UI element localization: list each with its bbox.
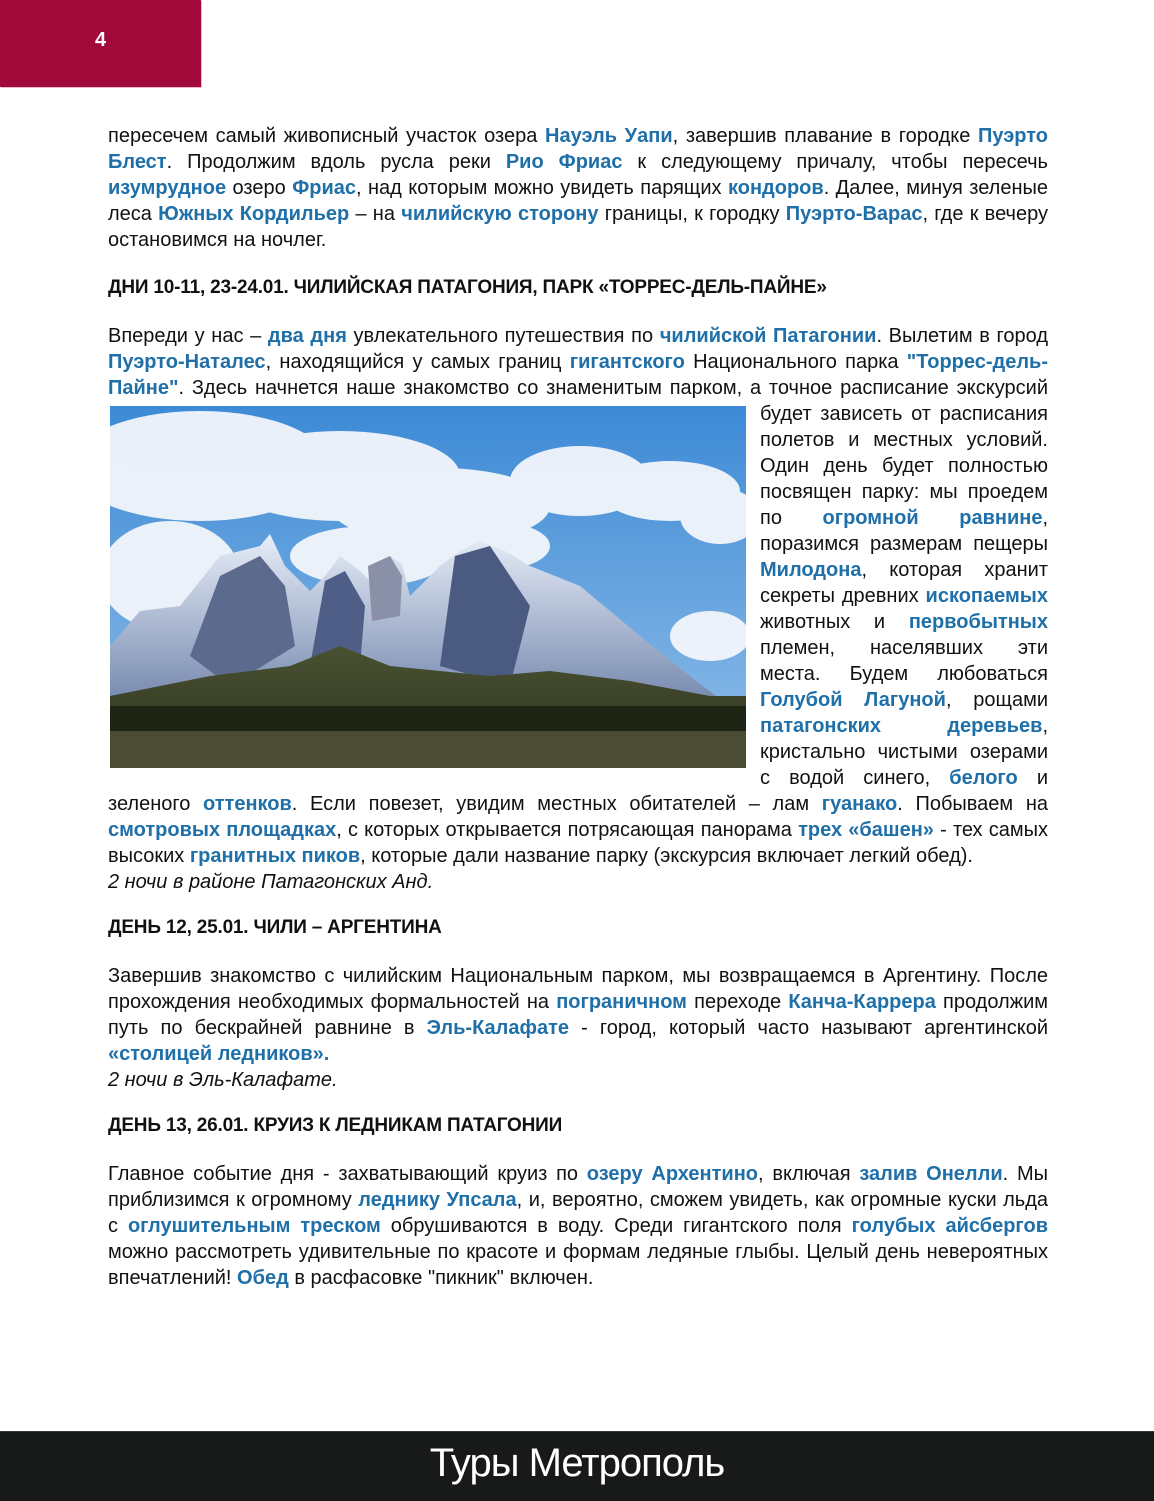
highlighted-term: первобытных [908, 611, 1048, 633]
highlighted-term: «столицей ледников». [108, 1043, 330, 1065]
text-run: можно рассмотреть удивительные по красоте и формам ледяные глыбы. Целый день невероятных впечатлений! [108, 1241, 1048, 1289]
highlighted-term: Голубой Лагуной [760, 689, 946, 711]
day-section [108, 915, 1048, 1093]
day-description [108, 323, 1048, 869]
highlighted-term: гранитных пиков [189, 845, 361, 867]
text-run: Главное событие дня - захватывающий круиз по [108, 1163, 587, 1185]
text-run: и зеленого [108, 767, 1048, 815]
text-run: . Продолжим вдоль русла реки [166, 151, 506, 173]
highlighted-term: оттенков [203, 793, 292, 815]
day-heading: ДЕНЬ 13, 26.01. КРУИЗ К ЛЕДНИКАМ ПАТАГОНИИ [108, 1115, 563, 1136]
day-heading: ДЕНЬ 12, 25.01. ЧИЛИ – АРГЕНТИНА [108, 917, 442, 938]
highlighted-term: Фриас [292, 177, 357, 199]
highlighted-term: залив Онелли [859, 1163, 1003, 1185]
highlighted-term: Науэль Уапи [545, 125, 673, 147]
day-description [108, 963, 1048, 1067]
text-run: животных и [760, 611, 909, 633]
text-run: границы, к городку [598, 203, 786, 225]
highlighted-term: гуанако [821, 793, 898, 815]
text-run: продолжим путь по бескрайней равнине в [108, 991, 1048, 1039]
accommodation-note: 2 ночи в районе Патагонских Анд. [108, 871, 434, 893]
highlighted-term: Обед [237, 1267, 289, 1289]
text-run: озеро [226, 177, 293, 199]
text-run: - тех самых высоких [108, 819, 1048, 867]
text-run: , включая [758, 1163, 860, 1185]
text-run: - город, который часто называют аргентинской [569, 1017, 1048, 1039]
highlighted-term: Рио Фриас [505, 151, 623, 173]
highlighted-term: озеру Архентино [586, 1163, 759, 1185]
highlighted-term: Пуэрто-Наталес [108, 351, 266, 373]
highlighted-term: гигантского [569, 351, 685, 373]
page-number: 4 [94, 29, 107, 51]
day-description [108, 1161, 1048, 1291]
highlighted-term: оглушительным треском [127, 1215, 381, 1237]
text-run: . Здесь начнется наше знакомство со знаменитым парком, а точное расписание экскурсий будет зависеть от расписания [178, 377, 1048, 425]
text-run: , находящийся у самых границ [265, 351, 570, 373]
torres-del-paine-image-icon [110, 406, 746, 768]
text-run: , рощами [945, 689, 1049, 711]
day-sections [108, 275, 1048, 1291]
day-heading: ДНИ 10-11, 23-24.01. ЧИЛИЙСКАЯ ПАТАГОНИЯ, ПАРК «ТОРРЕС-ДЕЛЬ-ПАЙНЕ» [108, 277, 827, 298]
highlighted-term: кондоров [728, 177, 824, 199]
text-run: увлекательного путешествия по [346, 325, 660, 347]
highlighted-term: Пуэрто-Варас [785, 203, 923, 225]
text-run: . Побываем на [897, 793, 1048, 815]
text-run: – на [349, 203, 402, 225]
highlighted-term: изумрудное [108, 177, 227, 199]
text-run: . Мы приблизимся к огромному [108, 1163, 1048, 1211]
footer-brand: Туры Метрополь [429, 1441, 725, 1485]
text-run: к следующему причалу, чтобы пересечь [622, 151, 1048, 173]
highlighted-term: два дня [267, 325, 347, 347]
highlighted-term: леднику Упсала [358, 1189, 517, 1211]
text-run: Впереди у нас – [108, 325, 268, 347]
highlighted-term: чилийскую сторону [401, 203, 599, 225]
highlighted-term: смотровых площадках [108, 819, 337, 841]
text-run: в расфасовке "пикник" включен. [288, 1267, 594, 1289]
highlighted-term: ископаемых [925, 585, 1048, 607]
text-run: . Вылетим в город [876, 325, 1048, 347]
footer-bar [0, 1431, 1154, 1501]
text-run: , с которых открывается потрясающая панорама [336, 819, 799, 841]
text-run: полетов и местных условий. Один день будет полностью посвящен парку: мы проедем по [760, 429, 1048, 529]
text-run: , над которым можно увидеть парящих [356, 177, 728, 199]
day-section [108, 275, 1048, 895]
day-section [108, 1113, 1048, 1291]
text-run: Завершив знакомство с чилийским Национальным парком, мы возвращаемся в Аргентину. После прохождения необходимых формальностей на [108, 965, 1048, 1013]
highlighted-term: патагонских деревьев [760, 715, 1043, 737]
highlighted-term: пограничном [556, 991, 687, 1013]
page-number-badge [0, 0, 201, 87]
highlighted-term: Пуэрто Блест [108, 125, 1048, 173]
accommodation-note: 2 ночи в Эль-Калафате. [108, 1069, 338, 1091]
text-run: , кристально чистыми озерами с водой синего, [760, 715, 1048, 789]
text-run: . Далее, минуя зеленые леса [108, 177, 1049, 225]
highlighted-term: Южных Кордильер [158, 203, 350, 225]
highlighted-term: чилийской Патагонии [659, 325, 877, 347]
highlighted-term: Канча-Каррера [788, 991, 936, 1013]
highlighted-term: огромной равнине [822, 507, 1043, 529]
text-run: обрушиваются в воду. Среди гигантского поля [380, 1215, 852, 1237]
text-run: племен, населявших эти места. Будем любоваться [760, 637, 1048, 685]
text-run: , которые дали название парку (экскурсия включает легкий обед). [360, 845, 973, 867]
text-run: , завершив плавание в городке [672, 125, 979, 147]
highlighted-term: Эль-Калафате [426, 1017, 570, 1039]
highlighted-term: "Торрес-дель-Пайне" [108, 351, 1049, 399]
text-run: , где к вечеру остановимся на ночлег. [108, 203, 1048, 251]
highlighted-term: голубых айсбергов [851, 1215, 1048, 1237]
intro-paragraph [108, 123, 1048, 253]
text-run: пересечем самый живописный участок озера [108, 125, 546, 147]
highlighted-term: белого [949, 767, 1018, 789]
highlighted-term: трех «башен» [798, 819, 934, 841]
text-run: , которая хранит секреты древних [760, 559, 1048, 607]
document-body [108, 123, 1048, 1291]
text-run: Национального парка [684, 351, 907, 373]
text-run: переходе [686, 991, 789, 1013]
text-run: , поразимся размерам пещеры [760, 507, 1049, 555]
mountain-photo [110, 406, 746, 768]
text-run: . Если повезет, увидим местных обитателей – лам [291, 793, 822, 815]
highlighted-term: Милодона [760, 559, 862, 581]
text-run: , и, вероятно, сможем увидеть, как огромные куски льда с [108, 1189, 1049, 1237]
